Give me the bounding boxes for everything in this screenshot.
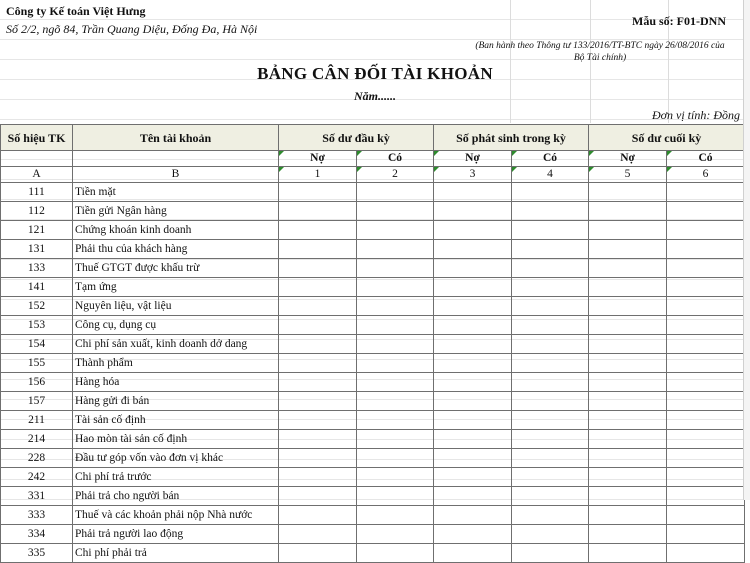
amount-cell[interactable] xyxy=(589,221,667,240)
header-name[interactable]: Tên tài khoản xyxy=(73,125,279,151)
amount-cell[interactable] xyxy=(512,259,589,278)
table-row xyxy=(1,430,745,449)
amount-cell[interactable] xyxy=(512,525,589,544)
amount-cell[interactable] xyxy=(512,221,589,240)
amount-cell[interactable] xyxy=(589,506,667,525)
amount-cell[interactable] xyxy=(667,449,745,468)
amount-cell[interactable] xyxy=(279,544,357,563)
account-code[interactable]: 334 xyxy=(1,525,73,544)
amount-cell[interactable] xyxy=(667,468,745,487)
account-code[interactable]: 335 xyxy=(1,544,73,563)
amount-cell[interactable] xyxy=(667,278,745,297)
issued-note[interactable]: (Ban hành theo Thông tư 133/2016/TT-BTC ngày 26/08/2016 của Bộ Tài chính) xyxy=(475,41,725,63)
currency-unit[interactable]: Đơn vị tính: Đồng xyxy=(651,108,740,122)
account-name[interactable]: Hàng gửi đi bán xyxy=(73,392,279,411)
amount-cell[interactable] xyxy=(512,544,589,563)
amount-cell[interactable] xyxy=(667,335,745,354)
header-opening[interactable]: Số dư đầu kỳ xyxy=(279,125,434,151)
amount-cell[interactable] xyxy=(512,373,589,392)
amount-cell[interactable] xyxy=(279,430,357,449)
account-name[interactable]: Chứng khoán kinh doanh xyxy=(73,221,279,240)
table-row xyxy=(1,468,745,487)
amount-cell[interactable] xyxy=(589,202,667,221)
table-row xyxy=(1,544,745,563)
amount-cell[interactable] xyxy=(357,373,434,392)
header-closing[interactable]: Số dư cuối kỳ xyxy=(589,125,745,151)
report-title[interactable]: BẢNG CÂN ĐỐI TÀI KHOẢN xyxy=(257,64,493,83)
amount-cell[interactable] xyxy=(434,221,512,240)
amount-cell[interactable] xyxy=(279,506,357,525)
amount-cell[interactable] xyxy=(279,335,357,354)
header-row xyxy=(1,125,745,151)
amount-cell[interactable] xyxy=(512,335,589,354)
amount-cell[interactable] xyxy=(589,468,667,487)
amount-cell[interactable] xyxy=(512,392,589,411)
amount-cell[interactable] xyxy=(589,487,667,506)
amount-cell[interactable] xyxy=(589,183,667,202)
amount-cell[interactable] xyxy=(434,449,512,468)
subheader-row xyxy=(1,151,745,167)
table-row xyxy=(1,373,745,392)
amount-cell[interactable] xyxy=(357,278,434,297)
table-row xyxy=(1,449,745,468)
sub-credit[interactable]: Có xyxy=(512,151,589,167)
account-name[interactable]: Đầu tư góp vốn vào đơn vị khác xyxy=(73,449,279,468)
account-name[interactable]: Chi phí trả trước xyxy=(73,468,279,487)
amount-cell[interactable] xyxy=(279,354,357,373)
account-name[interactable]: Hàng hóa xyxy=(73,373,279,392)
amount-cell[interactable] xyxy=(589,430,667,449)
amount-cell[interactable] xyxy=(667,183,745,202)
amount-cell[interactable] xyxy=(667,411,745,430)
table-row xyxy=(1,202,745,221)
table-row xyxy=(1,259,745,278)
table-row xyxy=(1,392,745,411)
account-code[interactable]: 214 xyxy=(1,430,73,449)
account-code[interactable]: 242 xyxy=(1,468,73,487)
table-row xyxy=(1,221,745,240)
table-row xyxy=(1,278,745,297)
amount-cell[interactable] xyxy=(357,468,434,487)
amount-cell[interactable] xyxy=(667,392,745,411)
amount-cell[interactable] xyxy=(589,316,667,335)
amount-cell[interactable] xyxy=(434,468,512,487)
amount-cell[interactable] xyxy=(357,183,434,202)
amount-cell[interactable] xyxy=(667,525,745,544)
amount-cell[interactable] xyxy=(357,354,434,373)
amount-cell[interactable] xyxy=(434,335,512,354)
index-cell[interactable]: 3 xyxy=(434,167,512,183)
amount-cell[interactable] xyxy=(589,392,667,411)
amount-cell[interactable] xyxy=(279,259,357,278)
amount-cell[interactable] xyxy=(434,354,512,373)
vertical-scrollbar[interactable] xyxy=(743,0,750,500)
amount-cell[interactable] xyxy=(512,411,589,430)
index-cell[interactable]: B xyxy=(73,167,279,183)
index-cell[interactable]: 2 xyxy=(357,167,434,183)
amount-cell[interactable] xyxy=(512,297,589,316)
sub-debit[interactable]: Nợ xyxy=(589,151,667,167)
amount-cell[interactable] xyxy=(434,297,512,316)
amount-cell[interactable] xyxy=(434,411,512,430)
table-row xyxy=(1,354,745,373)
amount-cell[interactable] xyxy=(434,316,512,335)
account-code[interactable]: 157 xyxy=(1,392,73,411)
amount-cell[interactable] xyxy=(279,202,357,221)
amount-cell[interactable] xyxy=(589,373,667,392)
account-name[interactable]: Thuế GTGT được khấu trừ xyxy=(73,259,279,278)
amount-cell[interactable] xyxy=(512,354,589,373)
amount-cell[interactable] xyxy=(279,468,357,487)
account-code[interactable]: 155 xyxy=(1,354,73,373)
amount-cell[interactable] xyxy=(279,449,357,468)
company-address[interactable]: Số 2/2, ngõ 84, Trần Quang Diệu, Đống Đa, Hà Nội xyxy=(6,22,258,36)
amount-cell[interactable] xyxy=(279,487,357,506)
amount-cell[interactable] xyxy=(667,240,745,259)
table-row xyxy=(1,240,745,259)
amount-cell[interactable] xyxy=(667,297,745,316)
account-code[interactable]: 331 xyxy=(1,487,73,506)
amount-cell[interactable] xyxy=(357,335,434,354)
amount-cell[interactable] xyxy=(589,278,667,297)
index-cell[interactable]: A xyxy=(1,167,73,183)
account-name[interactable]: Tiền gửi Ngân hàng xyxy=(73,202,279,221)
amount-cell[interactable] xyxy=(589,525,667,544)
amount-cell[interactable] xyxy=(667,221,745,240)
sub-debit[interactable]: Nợ xyxy=(279,151,357,167)
amount-cell[interactable] xyxy=(279,183,357,202)
table-row xyxy=(1,183,745,202)
amount-cell[interactable] xyxy=(279,316,357,335)
sub-credit[interactable]: Có xyxy=(667,151,745,167)
amount-cell[interactable] xyxy=(589,297,667,316)
account-name[interactable]: Thành phẩm xyxy=(73,354,279,373)
amount-cell[interactable] xyxy=(589,240,667,259)
account-code[interactable]: 156 xyxy=(1,373,73,392)
sub-cell-empty[interactable] xyxy=(73,151,279,167)
amount-cell[interactable] xyxy=(589,449,667,468)
account-code[interactable]: 228 xyxy=(1,449,73,468)
amount-cell[interactable] xyxy=(512,468,589,487)
amount-cell[interactable] xyxy=(589,354,667,373)
account-code[interactable]: 211 xyxy=(1,411,73,430)
amount-cell[interactable] xyxy=(434,278,512,297)
account-code[interactable]: 152 xyxy=(1,297,73,316)
amount-cell[interactable] xyxy=(434,183,512,202)
amount-cell[interactable] xyxy=(434,430,512,449)
account-name[interactable]: Phải trả cho người bán xyxy=(73,487,279,506)
table-row xyxy=(1,506,745,525)
amount-cell[interactable] xyxy=(434,259,512,278)
index-cell[interactable]: 5 xyxy=(589,167,667,183)
amount-cell[interactable] xyxy=(512,183,589,202)
amount-cell[interactable] xyxy=(357,506,434,525)
amount-cell[interactable] xyxy=(357,259,434,278)
table-row xyxy=(1,297,745,316)
amount-cell[interactable] xyxy=(434,202,512,221)
amount-cell[interactable] xyxy=(667,202,745,221)
amount-cell[interactable] xyxy=(357,316,434,335)
amount-cell[interactable] xyxy=(357,221,434,240)
amount-cell[interactable] xyxy=(434,506,512,525)
table-row xyxy=(1,487,745,506)
account-name[interactable]: Công cụ, dụng cụ xyxy=(73,316,279,335)
sub-debit[interactable]: Nợ xyxy=(434,151,512,167)
amount-cell[interactable] xyxy=(512,449,589,468)
amount-cell[interactable] xyxy=(589,411,667,430)
amount-cell[interactable] xyxy=(434,240,512,259)
account-code[interactable]: 121 xyxy=(1,221,73,240)
account-code[interactable]: 111 xyxy=(1,183,73,202)
account-name[interactable]: Chi phí phải trả xyxy=(73,544,279,563)
amount-cell[interactable] xyxy=(434,487,512,506)
amount-cell[interactable] xyxy=(667,544,745,563)
account-name[interactable]: Tiền mặt xyxy=(73,183,279,202)
header-period[interactable]: Số phát sinh trong kỳ xyxy=(434,125,589,151)
account-rows xyxy=(1,183,745,563)
account-name[interactable]: Thuế và các khoản phải nộp Nhà nước xyxy=(73,506,279,525)
index-cell[interactable]: 6 xyxy=(667,167,745,183)
header-code[interactable]: Số hiệu TK xyxy=(1,125,73,151)
amount-cell[interactable] xyxy=(357,487,434,506)
amount-cell[interactable] xyxy=(357,411,434,430)
table-row xyxy=(1,316,745,335)
amount-cell[interactable] xyxy=(279,373,357,392)
account-name[interactable]: Nguyên liệu, vật liệu xyxy=(73,297,279,316)
table-row xyxy=(1,525,745,544)
account-code[interactable]: 112 xyxy=(1,202,73,221)
amount-cell[interactable] xyxy=(512,506,589,525)
amount-cell[interactable] xyxy=(357,430,434,449)
sub-cell-empty[interactable] xyxy=(1,151,73,167)
account-name[interactable]: Tài sản cố định xyxy=(73,411,279,430)
amount-cell[interactable] xyxy=(279,411,357,430)
form-number[interactable]: Mẫu số: F01-DNN xyxy=(632,14,726,28)
account-name[interactable]: Hao mòn tài sản cố định xyxy=(73,430,279,449)
account-name[interactable]: Chi phí sản xuất, kinh doanh dở dang xyxy=(73,335,279,354)
amount-cell[interactable] xyxy=(434,373,512,392)
account-code[interactable]: 131 xyxy=(1,240,73,259)
account-code[interactable]: 133 xyxy=(1,259,73,278)
amount-cell[interactable] xyxy=(434,544,512,563)
amount-cell[interactable] xyxy=(357,297,434,316)
company-name[interactable]: Công ty Kế toán Việt Hưng xyxy=(6,4,146,18)
account-code[interactable]: 153 xyxy=(1,316,73,335)
amount-cell[interactable] xyxy=(512,430,589,449)
amount-cell[interactable] xyxy=(667,430,745,449)
amount-cell[interactable] xyxy=(667,259,745,278)
amount-cell[interactable] xyxy=(589,259,667,278)
account-code[interactable]: 333 xyxy=(1,506,73,525)
amount-cell[interactable] xyxy=(279,278,357,297)
amount-cell[interactable] xyxy=(357,544,434,563)
index-cell[interactable]: 4 xyxy=(512,167,589,183)
account-code[interactable]: 154 xyxy=(1,335,73,354)
amount-cell[interactable] xyxy=(589,335,667,354)
amount-cell[interactable] xyxy=(357,449,434,468)
report-year[interactable]: Năm...... xyxy=(354,89,396,103)
account-code[interactable]: 141 xyxy=(1,278,73,297)
index-cell[interactable]: 1 xyxy=(279,167,357,183)
amount-cell[interactable] xyxy=(434,392,512,411)
amount-cell[interactable] xyxy=(512,487,589,506)
amount-cell[interactable] xyxy=(357,240,434,259)
amount-cell[interactable] xyxy=(512,240,589,259)
table-row xyxy=(1,335,745,354)
amount-cell[interactable] xyxy=(279,297,357,316)
amount-cell[interactable] xyxy=(357,392,434,411)
sub-credit[interactable]: Có xyxy=(357,151,434,167)
amount-cell[interactable] xyxy=(279,525,357,544)
amount-cell[interactable] xyxy=(279,221,357,240)
amount-cell[interactable] xyxy=(667,316,745,335)
amount-cell[interactable] xyxy=(667,487,745,506)
account-name[interactable]: Phải thu của khách hàng xyxy=(73,240,279,259)
trial-balance-table xyxy=(0,124,745,563)
account-name[interactable]: Phải trả người lao động xyxy=(73,525,279,544)
table-row xyxy=(1,411,745,430)
amount-cell[interactable] xyxy=(512,202,589,221)
amount-cell[interactable] xyxy=(667,373,745,392)
amount-cell[interactable] xyxy=(357,525,434,544)
amount-cell[interactable] xyxy=(279,240,357,259)
account-name[interactable]: Tạm ứng xyxy=(73,278,279,297)
amount-cell[interactable] xyxy=(667,354,745,373)
amount-cell[interactable] xyxy=(512,316,589,335)
amount-cell[interactable] xyxy=(434,525,512,544)
amount-cell[interactable] xyxy=(512,278,589,297)
amount-cell[interactable] xyxy=(279,392,357,411)
index-row xyxy=(1,167,745,183)
amount-cell[interactable] xyxy=(589,544,667,563)
amount-cell[interactable] xyxy=(667,506,745,525)
amount-cell[interactable] xyxy=(357,202,434,221)
